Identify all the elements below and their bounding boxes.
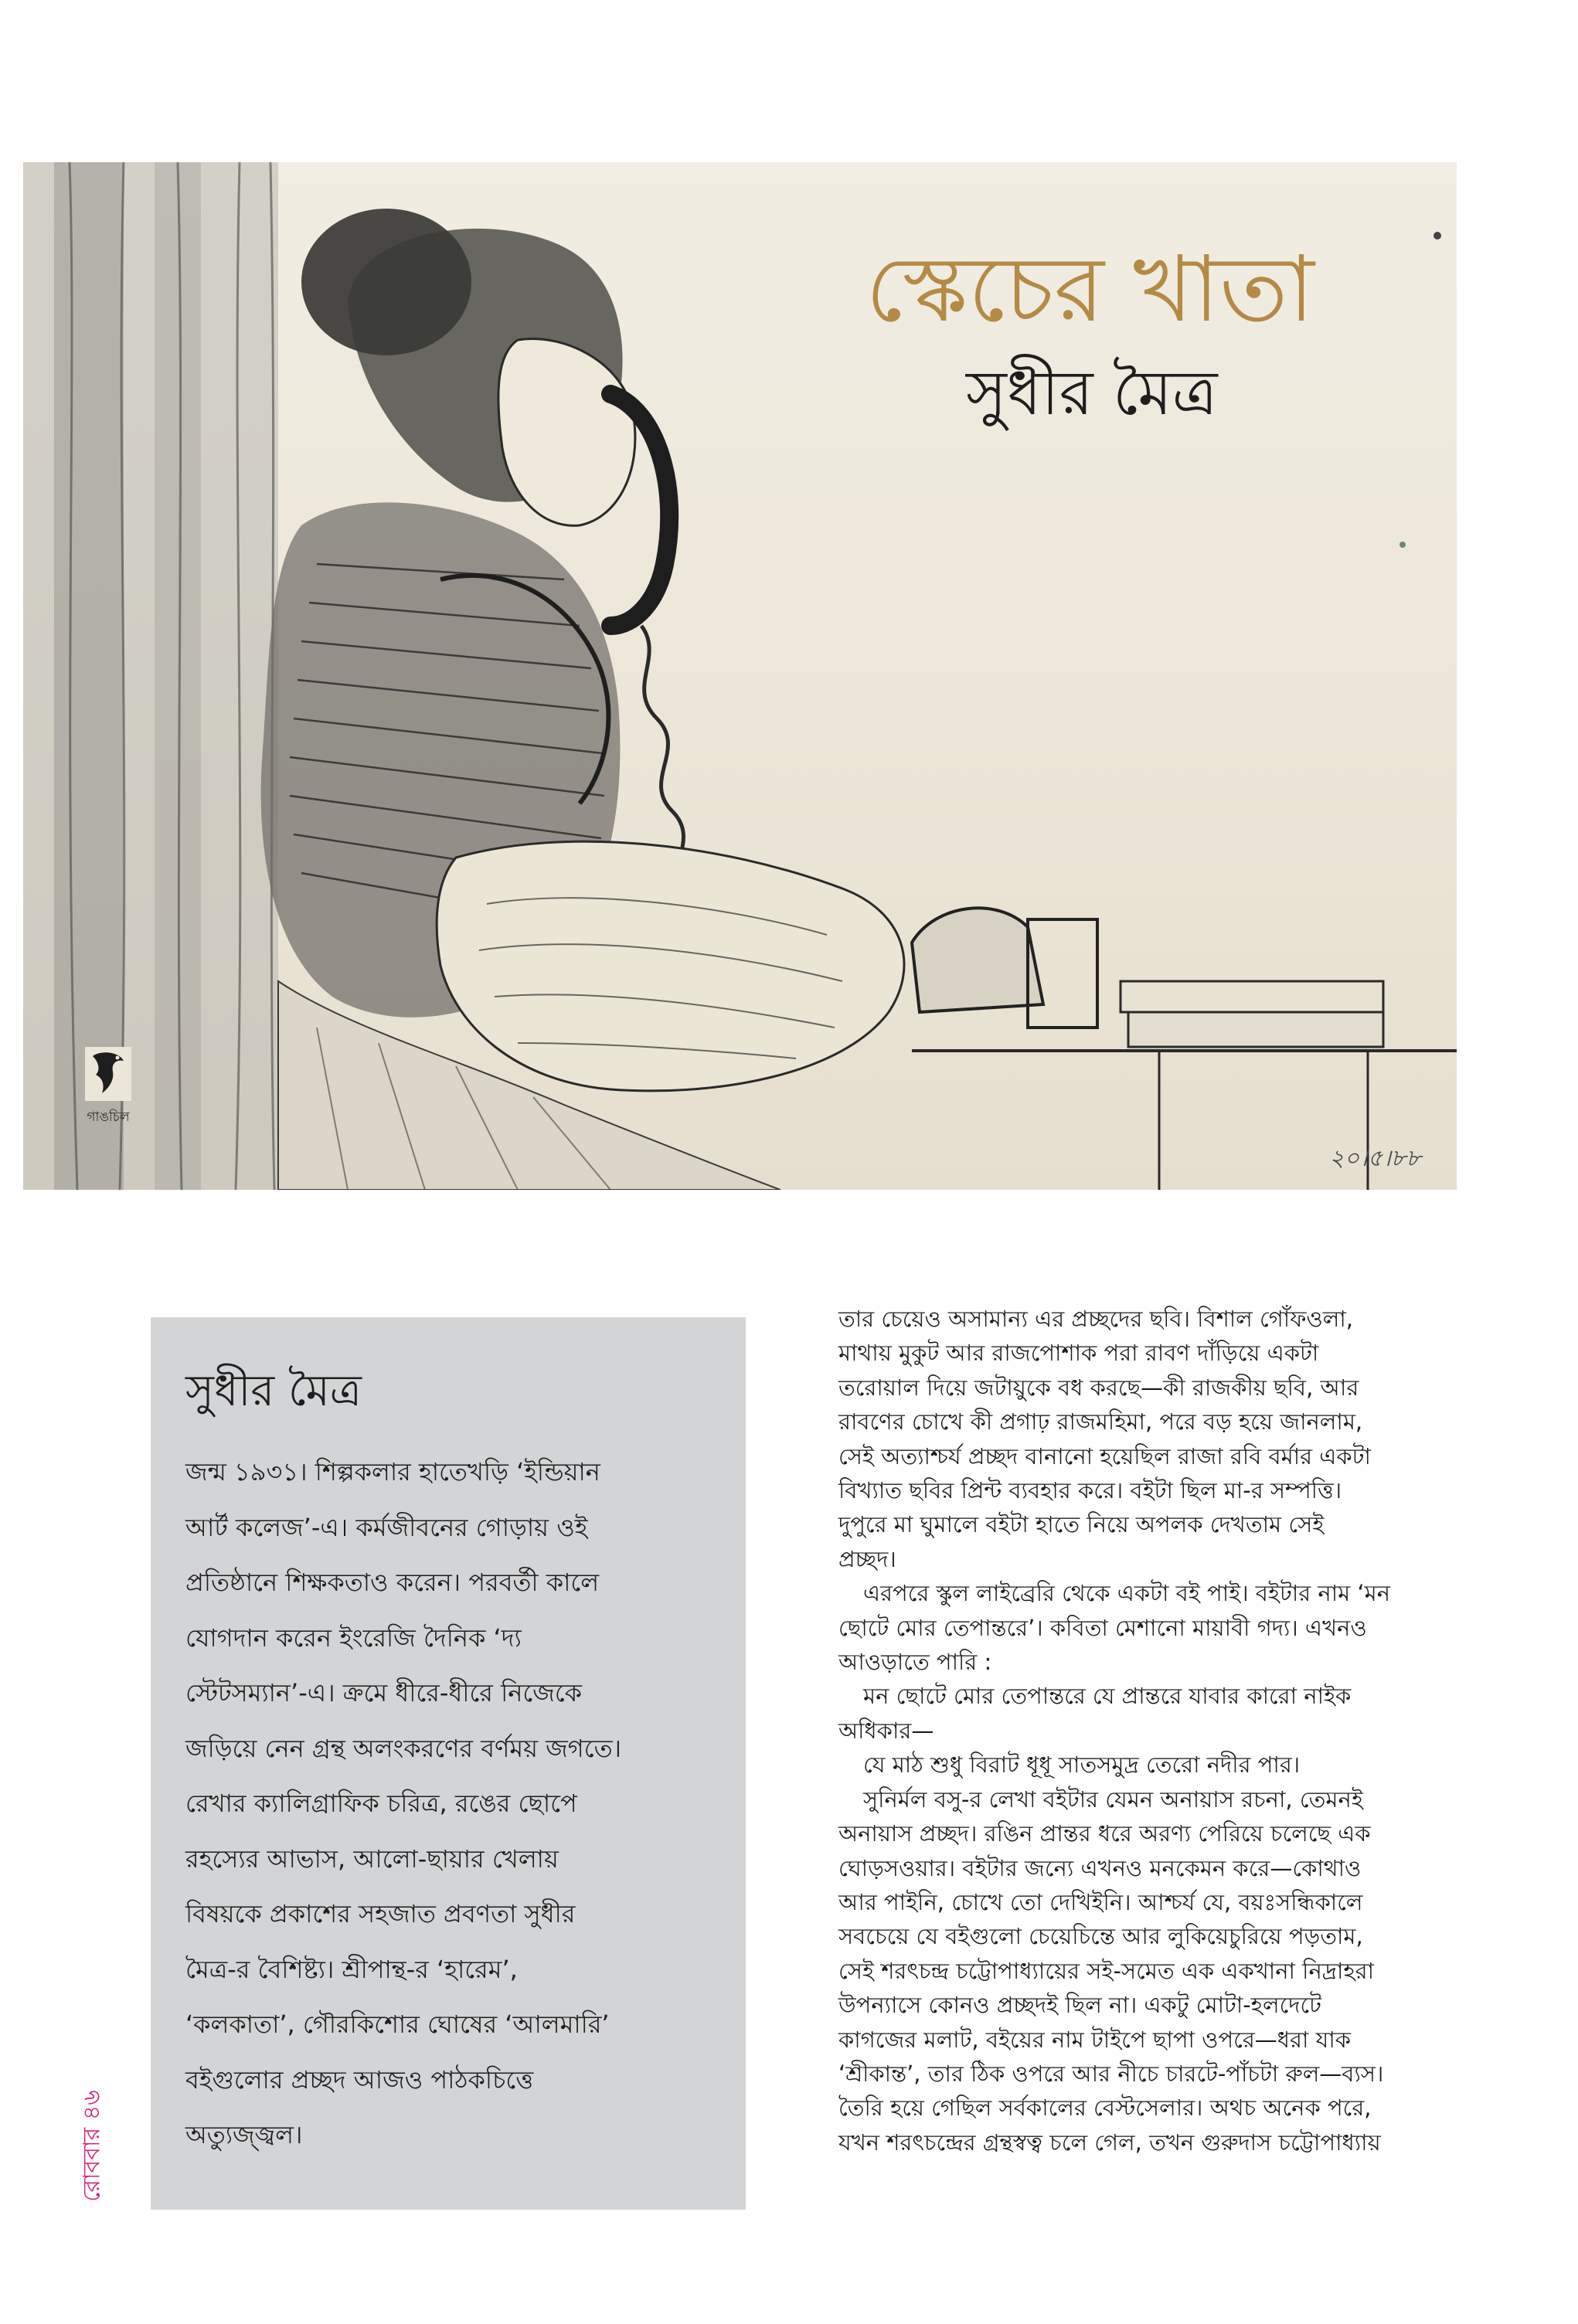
article-line: সুনির্মল বসু-র লেখা বইটার যেমন অনায়াস রচনা, তেমনই [863, 1785, 1363, 1813]
article-line: আওড়াতে পারি : [838, 1649, 992, 1676]
bio-line: অত্যুজ্জ্বল। [185, 2120, 303, 2149]
article-line: ছোটে মোর তেপান্তরে’। কবিতা মেশানো মায়াবী গদ্য। এখনও [838, 1614, 1367, 1641]
book-author: সুধীর মৈত্র [966, 357, 1218, 429]
article-line: সেই শরৎচন্দ্র চট্টোপাধ্যায়ের সই-সমেত এক একখানা নিদ্রাহরা [838, 1957, 1375, 1984]
article-line: আর পাইনি, চোখে তো দেখিইনি। আশ্চর্য যে, বয়ঃসন্ধিকালে [838, 1888, 1363, 1915]
article-line: এরপরে স্কুল লাইব্রেরি থেকে একটা বই পাই। বইটার নাম ‘মন [863, 1580, 1391, 1607]
article-line: অধিকার— [838, 1717, 934, 1744]
article-line: যে মাঠ শুধু বিরাট ধূধূ সাতসমুদ্র তেরো নদীর পার। [863, 1751, 1301, 1779]
bio-line: রহস্যের আভাস, আলো-ছায়ার খেলায় [185, 1843, 559, 1874]
bio-line: মৈত্র-র বৈশিষ্ট্য। শ্রীপান্থ-র ‘হারেম’, [185, 1954, 518, 1984]
article-line: মন ছোটে মোর তেপান্তরে যে প্রান্তরে যাবার কারো নাইক [863, 1683, 1352, 1710]
bio-line: আর্ট কলেজ’-এ। কর্মজীবনের গোড়ায় ওই [185, 1512, 588, 1542]
article-line: যখন শরৎচন্দ্রের গ্রন্থস্বত্ব চলে গেল, তখন গুরুদাস চট্টোপাধ্যায় [838, 2129, 1381, 2156]
publisher-logo [77, 1047, 139, 1132]
bio-line: জন্ম ১৯৩১। শিল্পকলার হাতেখড়ি ‘ইন্ডিয়ান [185, 1457, 600, 1486]
article-line: কাগজের মলাট, বইয়ের নাম টাইপে ছাপা ওপরে—ধরা যাক [838, 2026, 1352, 2053]
bird-logo-icon [85, 1047, 131, 1101]
bio-line: প্রতিষ্ঠানে শিক্ষকতাও করেন। পরবর্তী কালে [185, 1568, 600, 1597]
article-line: বিখ্যাত ছবির প্রিন্ট ব্যবহার করে। বইটা ছিল মা-র সম্পত্তি। [838, 1477, 1342, 1504]
bio-heading: সুধীর মৈত্র [185, 1366, 362, 1416]
article-line: উপন্যাসে কোনও প্রচ্ছদই ছিল না। একটু মোটা-হলদেটে [838, 1992, 1321, 2019]
book-title: স্কেচের খাতা [866, 236, 1314, 342]
bio-line: বিষয়কে প্রকাশের সহজাত প্রবণতা সুধীর [185, 1899, 576, 1928]
article-line: সবচেয়ে যে বইগুলো চেয়েচিন্তে আর লুকিয়েচুরিয়ে পড়তাম, [838, 1923, 1363, 1950]
article-line: দুপুরে মা ঘুমালে বইটা হাতে নিয়ে অপলক দেখতাম সেই [838, 1511, 1325, 1538]
article-line: প্রচ্ছদ। [838, 1545, 896, 1572]
article-line: অনায়াস প্রচ্ছদ। রঙিন প্রান্তর ধরে অরণ্য পেরিয়ে চলেছে এক [838, 1820, 1371, 1847]
book-cover-image [23, 162, 1457, 1190]
article-line: ঘোড়সওয়ার। বইটার জন্যে এখনও মনকেমন করে—কোথাও [838, 1854, 1362, 1881]
article-line: তৈরি হয়ে গেছিল সর্বকালের বেস্টসেলার। অথচ অনেক পরে, [838, 2095, 1372, 2122]
article-line: সেই অত্যাশ্চর্য প্রচ্ছদ বানানো হয়েছিল রাজা রবি বর্মার একটা [838, 1442, 1371, 1469]
bio-line: বইগুলোর প্রচ্ছদ আজও পাঠকচিত্তে [185, 2064, 534, 2095]
bio-line: জড়িয়ে নেন গ্রন্থ অলংকরণের বর্ণময় জগতে। [185, 1733, 622, 1763]
article-line: মাথায় মুকুট আর রাজপোশাক পরা রাবণ দাঁড়িয়ে একটা [838, 1340, 1319, 1367]
bio-line: ‘কলকাতা’, গৌরকিশোর ঘোষের ‘আলমারি’ [185, 2010, 610, 2039]
author-bio-box [151, 1317, 746, 2210]
bio-line: স্টেটসম্যান’-এ। ক্রমে ধীরে-ধীরে নিজেকে [185, 1678, 583, 1707]
article-line: ‘শ্রীকান্ত’, তার ঠিক ওপরে আর নীচে চারটে-পাঁচটা রুল—ব্যস। [838, 2060, 1384, 2087]
article-line: তরোয়াল দিয়ে জটায়ুকে বধ করছে—কী রাজকীয় ছবি, আর [838, 1374, 1359, 1401]
article-line: তার চেয়েও অসামান্য এর প্রচ্ছদের ছবি। বিশাল গোঁফওলা, [838, 1306, 1353, 1332]
magazine-name-page-number: রোববার ৪৬ [78, 2090, 106, 2202]
bio-line: যোগদান করেন ইংরেজি দৈনিক ‘দ্য [185, 1622, 522, 1653]
publisher-name: গাঙচিল [87, 1109, 130, 1125]
article-body [838, 1302, 1457, 2159]
article-line: রাবণের চোখে কী প্রগাঢ় রাজমহিমা, পরে বড় হয়ে জানলাম, [838, 1408, 1363, 1436]
sketch-signature-date: ২০।৫।৮৮ [1329, 1145, 1421, 1172]
page-folio [74, 2077, 111, 2208]
bio-text [185, 1445, 719, 2163]
bio-line: রেখার ক্যালিগ্রাফিক চরিত্র, রঙের ছোপে [185, 1789, 577, 1818]
